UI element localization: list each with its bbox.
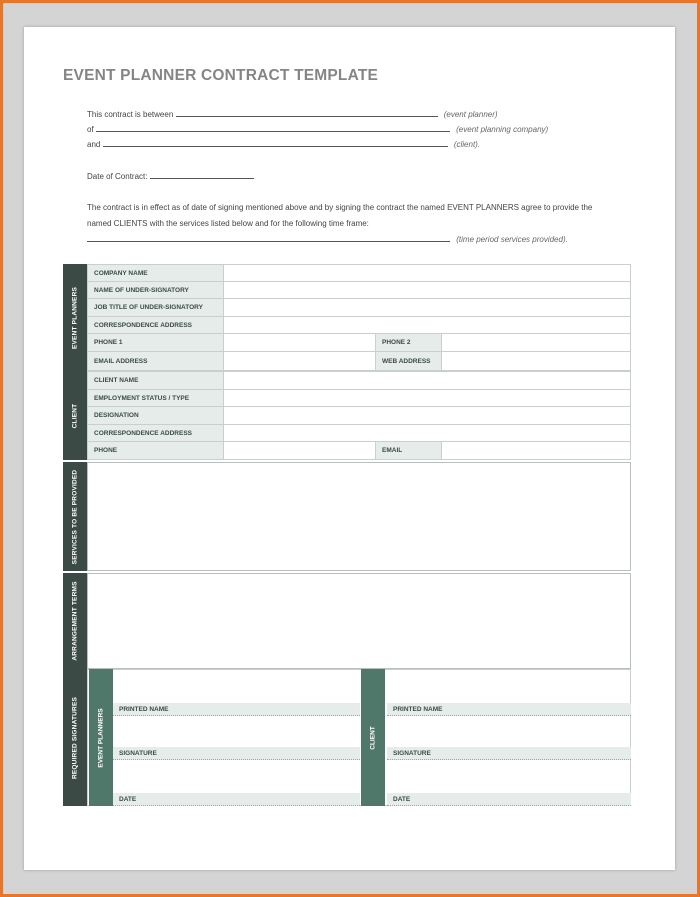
page-title: EVENT PLANNER CONTRACT TEMPLATE (63, 67, 379, 84)
arrangement-sidebar: ARRANGEMENT TERMS (63, 573, 87, 669)
planner-signature[interactable]: SIGNATURE (113, 747, 360, 760)
planner-date[interactable]: DATE (113, 793, 360, 806)
signatures-section (63, 669, 631, 806)
client-signature[interactable]: SIGNATURE (387, 747, 631, 760)
client-date[interactable]: DATE (387, 793, 631, 806)
arrangement-section (63, 573, 631, 669)
company-name-field[interactable] (223, 264, 631, 282)
of-line (87, 123, 548, 134)
services-sidebar: SERVICES TO BE PROVIDED (63, 462, 87, 571)
company-role: (event planning company) (456, 125, 549, 134)
contract-page (24, 27, 675, 870)
planner-signature-sidebar: EVENT PLANNERS (89, 669, 113, 806)
client-blank[interactable] (103, 138, 448, 147)
contract-paragraph: The contract is in effect as of date of signing mentioned above and by signing the contract the named EVENT PLANNERS agree to provide the named CLIENTS with the services listed below and for the following time frame: (87, 203, 593, 228)
job-title-label: JOB TITLE OF UNDER-SIGNATORY (87, 298, 224, 317)
signatures-box (87, 669, 631, 806)
client-signature-sidebar: CLIENT (361, 669, 385, 806)
under-signatory-label: NAME OF UNDER-SIGNATORY (87, 281, 224, 299)
client-sidebar: CLIENT (63, 371, 87, 460)
event-planners-sidebar: EVENT PLANNERS (63, 264, 87, 371)
web-address-field[interactable] (441, 351, 631, 371)
client-printed-name[interactable]: PRINTED NAME (387, 703, 631, 716)
date-line (87, 170, 254, 181)
event-planner-blank[interactable] (176, 108, 438, 117)
client-phone-label: PHONE (87, 441, 224, 460)
timeframe-blank[interactable] (87, 233, 450, 242)
phone2-field[interactable] (441, 333, 631, 352)
designation-field[interactable] (223, 406, 631, 425)
planner-address-label: CORRESPONDENCE ADDRESS (87, 316, 224, 334)
signatures-sidebar: REQUIRED SIGNATURES (63, 669, 87, 806)
client-role: (client). (453, 140, 481, 149)
client-phone-field[interactable] (223, 441, 376, 460)
timeframe-line (87, 233, 568, 244)
job-title-field[interactable] (223, 298, 631, 317)
event-planners-section (63, 264, 631, 371)
client-name-label: CLIENT NAME (87, 371, 224, 390)
and-label: and (87, 140, 101, 149)
planner-address-field[interactable] (223, 316, 631, 334)
client-email-field[interactable] (441, 441, 631, 460)
between-label: This contract is between (87, 110, 174, 119)
employment-field[interactable] (223, 389, 631, 407)
employment-label: EMPLOYMENT STATUS / TYPE (87, 389, 224, 407)
email-address-label: EMAIL ADDRESS (87, 351, 224, 371)
event-planner-role: (event planner) (443, 110, 498, 119)
timeframe-role: (time period services provided). (456, 235, 568, 244)
client-email-label: EMAIL (375, 441, 442, 460)
arrangement-textbox[interactable] (87, 573, 631, 669)
client-address-label: CORRESPONDENCE ADDRESS (87, 424, 224, 442)
between-line (87, 108, 498, 119)
date-of-contract-blank[interactable] (150, 170, 254, 179)
and-line (87, 138, 480, 149)
client-address-field[interactable] (223, 424, 631, 442)
client-section (63, 371, 631, 460)
services-textbox[interactable] (87, 462, 631, 571)
services-section (63, 462, 631, 571)
company-blank[interactable] (96, 123, 450, 132)
of-label: of (87, 125, 94, 134)
phone1-label: PHONE 1 (87, 333, 224, 352)
designation-label: DESIGNATION (87, 406, 224, 425)
client-name-field[interactable] (223, 371, 631, 390)
planner-printed-name[interactable]: PRINTED NAME (113, 703, 360, 716)
phone1-field[interactable] (223, 333, 376, 352)
company-name-label: COMPANY NAME (87, 264, 224, 282)
web-address-label: WEB ADDRESS (375, 351, 442, 371)
under-signatory-field[interactable] (223, 281, 631, 299)
phone2-label: PHONE 2 (375, 333, 442, 352)
date-of-contract-label: Date of Contract: (87, 172, 148, 181)
email-address-field[interactable] (223, 351, 376, 371)
